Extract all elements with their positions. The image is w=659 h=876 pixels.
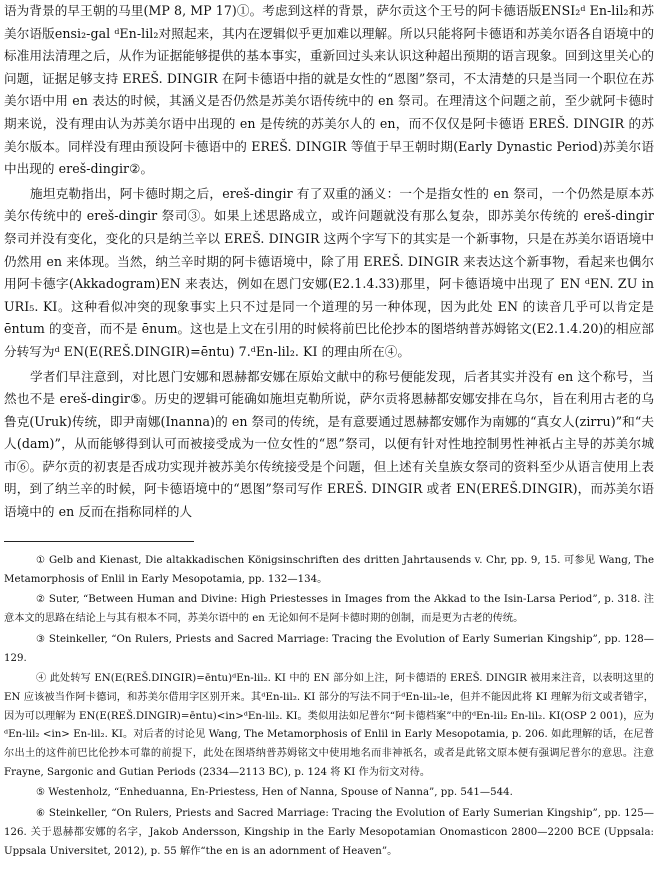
footnote: ⑤ Westenholz, “Enheduanna, En-Priestess, Hen of Nanna, Spouse of Nanna”, pp. 541—544. xyxy=(36,787,513,799)
main-text xyxy=(4,0,654,524)
footnote: ① Gelb and Kienast, Die altakkadischen Königsinschriften des dritten Jahrtausends v. Chr, pp. 9, 15. 可参见 Wang, The Metamorphosis of Enlil in Early Mesopotamia, pp. 132—134。 xyxy=(4,555,654,585)
footnote: ⑥ Steinkeller, “On Rulers, Priests and Sacred Marriage: Tracing the Evolution of Early Sumerian Kingship”, pp. 125—126. 关于恩赫都安娜的名字，Jakob Andersson, Kingship in the Early Mesopotamian Onomasticon 2800—2200 BCE (Uppsala: Uppsala Universitet, 2012), p. 55 解作“the en is an adornment of Heaven”。 xyxy=(4,808,654,857)
paragraph: 施坦克勒指出，阿卡德时期之后，ereš-dingir 有了双重的涵义：一个是指女性的 en 祭司，一个仍然是原本苏美尔传统中的 ereš-dingir 祭司③。如果上述思路成立，或许问题就没有那么复杂，即苏美尔传统的 ereš-dingir 祭司并没有变化，变化的只是纳兰辛以 EREŠ. DINGIR 这两个字写下的其实是一个新事物，只是在苏美尔语语境中仍然用 en 来体现。当然，纳兰辛时期的阿卡德语境中，除了用 EREŠ. DINGIR 来表达这个新事物，看起来也偶尔用阿卡德字(Akkadogram)EN 来表达，例如在恩门安娜(E2.1.4.33)那里，阿卡德语境中出现了 EN ᵈEN. ZU in URI₅. KI。这种看似冲突的现象事实上只不过是同一个道理的另一种体现，因为此处 EN 的读音几乎可以肯定是 ēntum 的变音，而不是 ēnum。这也是上文在引用的时候将前巴比伦抄本的图塔纳普苏姆铭文(E2.1.4.20)的相应部分转写为ᵈ EN(E(REŠ.DINGIR)=ēntu) 7.ᵈEn-lil₂. KI 的理由所在④。 xyxy=(4,185,654,359)
footnote: ④ 此处转写 EN(E(REŠ.DINGIR)=ēntu)ᵈEn-lil₂. KI 中的 EN 部分如上注，阿卡德语的 EREŠ. DINGIR 被用来注音，以表明这里的 EN 应该被当作阿卡德词，和苏美尔借用字区别开来。其ᵈEn-lil₂. KI 部分的写法不同于ᵈEn-lil₂-le，但并不能因此将 KI 理解为衍文或者错字，因为可以理解为 EN(E(REŠ.DINGIR)=ēntu)<in>ᵈEn-lil₂. KI。类似用法如尼普尔“阿卡德档案”中的ᵈEn-lil₂ En-lil₂. KI(OSP 2 001)，应为ᵈEn-lil₂ <in> En-lil₂. KI。对后者的讨论见 Wang, The Metamorphosis of Enlil in Early Mesopotamia, p. 206. 如此理解的话，在尼普尔出土的这件前巴比伦抄本可靠的前提下，此处在图塔纳普苏姆铭文中使用地名而非神祇名，或者是此铭文原本便有强调尼普尔的意思。注意 Frayne, Sargonic and Gutian Periods (2334—2113 BC), p. 124 将 KI 作为衍文对待。 xyxy=(4,673,654,778)
paragraph: 语为背景的早王朝的马里(MP 8, MP 17)①。考虑到这样的背景，萨尔贡这个王号的阿卡德语版ENSI₂ᵈ En-lil₂和苏美尔语版ensi₂-gal ᵈEn-lil₂对照起来，其内在逻辑似乎更加难以理解。所以只能将阿卡德语和苏美尔语各自语境中的标准用法清理之后，从作为证据能够提供的基本事实，重新回过头来认识这种超出预期的语言现象。回到这里关心的问题，证据足够支持 EREŠ. DINGIR 在阿卡德语中指的就是女性的“恩图”祭司，不太清楚的只是当同一个职位在苏美尔语中用 en 表达的时候，其涵义是否仍然是苏美尔语传统中的 en 祭司。在理清这个问题之前，至少就阿卡德时期来说，没有理由认为苏美尔语中出现的 en 是传统的苏美尔人的 en，而不仅仅是阿卡德语 EREŠ. DINGIR 的苏美尔版本。同样没有理由预设阿卡德语中的 EREŠ. DINGIR 等值于早王朝时期(Early Dynastic Period)苏美尔语中出现的 ereš-dingir②。 xyxy=(4,3,654,177)
footnote-divider xyxy=(4,541,194,542)
footnotes xyxy=(4,552,654,861)
paragraph: 学者们早注意到，对比恩门安娜和恩赫都安娜在原始文献中的称号便能发现，后者其实并没有 en 这个称号，当然也不是 ereš-dingir⑤。历史的逻辑可能确如施坦克勒所说，萨尔贡将恩赫都安娜安排在乌尔，旨在利用古老的乌鲁克(Uruk)传统，即尹南娜(Inanna)的 en 祭司的传统，是有意要通过恩赫都安娜作为南娜的“真女人(zirru)”和“夫人(dam)”，从而能够得到认可而被接受成为一位女性的“恩”祭司，以便有针对性地控制男性神祇占主导的苏美尔城市⑥。萨尔贡的初衷是否成功实现并被苏美尔传统接受是个问题，但上述有关皇族女祭司的资料至少从语言使用上表明，到了纳兰辛的时候，阿卡德语境中的“恩图”祭司写作 EREŠ. DINGIR 或者 EN(EREŠ.DINGIR)，而苏美尔语语境中的 en 反而在指称同样的人 xyxy=(4,368,654,520)
footnote: ③ Steinkeller, “On Rulers, Priests and Sacred Marriage: Tracing the Evolution of Early Sumerian Kingship”, pp. 128—129. xyxy=(4,633,654,664)
footnote: ② Suter, “Between Human and Divine: High Priestesses in Images from the Akkad to the Isin-Larsa Period”, p. 318. 注意本文的思路在结论上与其有根本不同，苏美尔语中的 en 无论如何不是阿卡德时期的创制，而是更为古老的传统。 xyxy=(4,594,654,625)
